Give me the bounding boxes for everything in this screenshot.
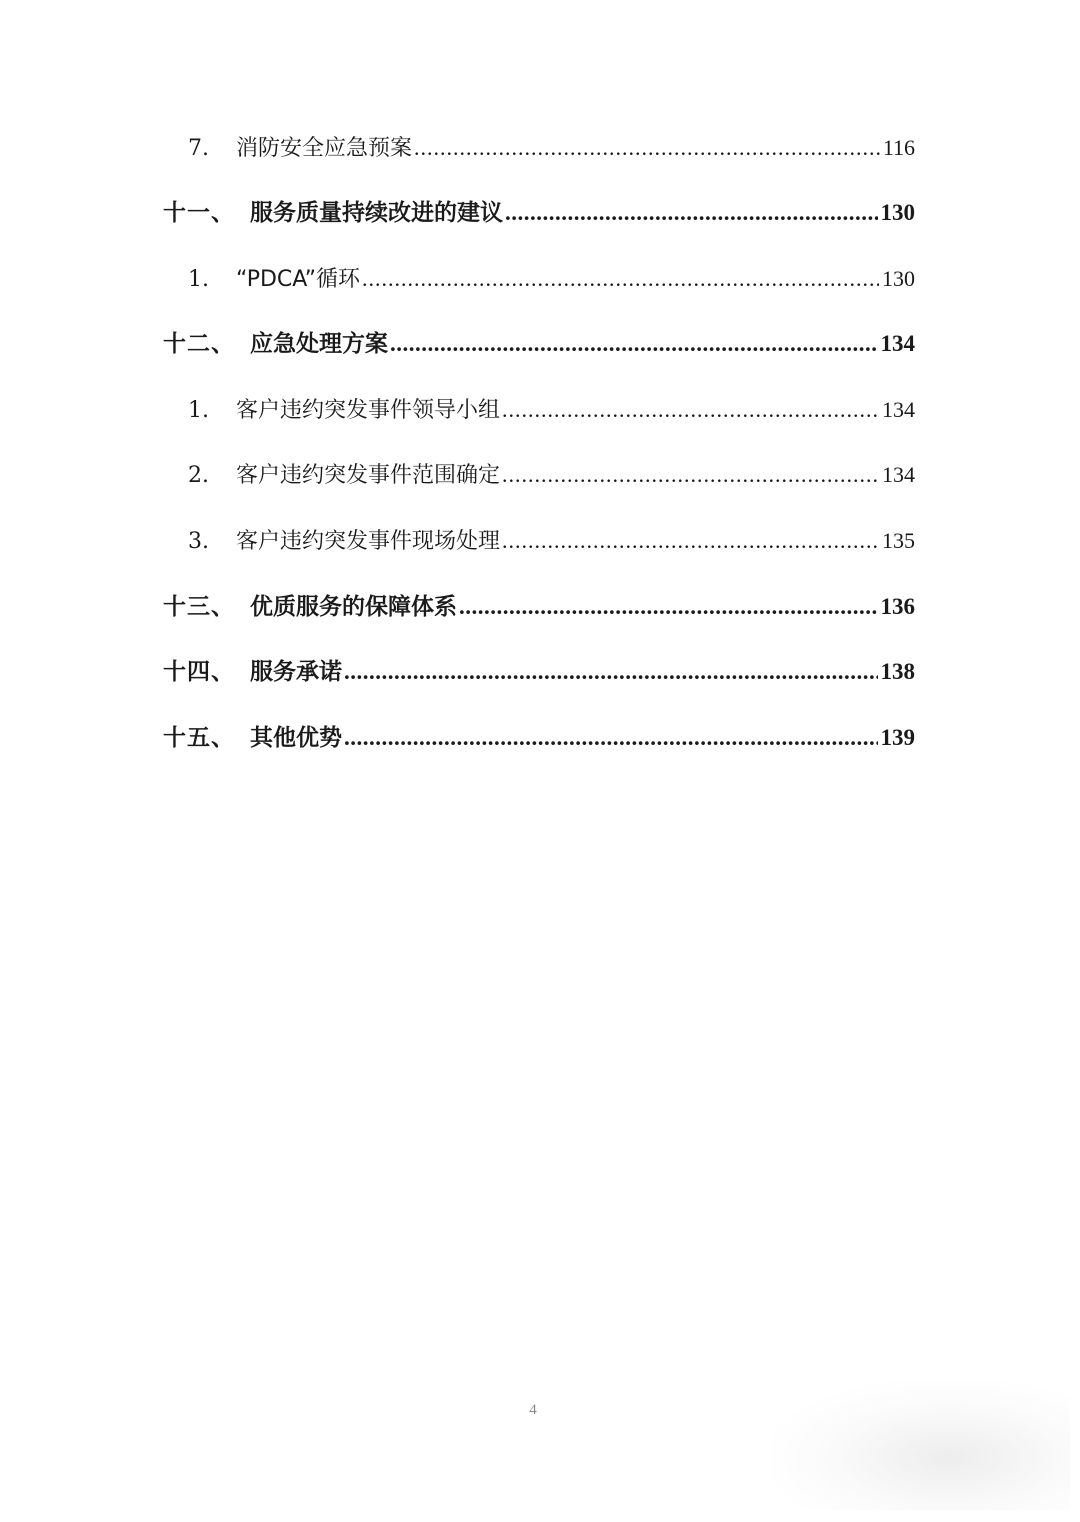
toc-entry-page: 138 [880, 659, 915, 684]
toc-entry[interactable] [188, 455, 915, 495]
toc-entry-page: 139 [880, 725, 915, 750]
toc-leader-dots [344, 652, 878, 692]
toc-entry-number: 十三、 [163, 593, 235, 620]
toc-leader-dots [344, 718, 878, 758]
toc-entry[interactable] [163, 324, 915, 364]
toc-entry-title: 客户违约突发事件现场处理 [236, 529, 501, 554]
toc-entry-page: 134 [882, 397, 915, 422]
toc-entry[interactable] [163, 718, 915, 758]
toc-entry[interactable] [163, 587, 915, 627]
toc-entry-title: 服务承诺 [250, 659, 342, 685]
toc-entry-number: 十五、 [163, 724, 235, 751]
toc-entry[interactable] [188, 259, 915, 299]
toc-entry-title: 优质服务的保障体系 [250, 594, 457, 620]
toc-entry-page: 135 [882, 528, 915, 553]
toc-entry-title: “PDCA”循环 [236, 267, 361, 292]
toc-leader-dots [459, 587, 878, 627]
toc-entry-number: 1. [188, 398, 209, 423]
toc-entry[interactable] [163, 652, 915, 692]
toc-entry-page: 136 [880, 594, 915, 619]
toc-entry-title: 客户违约突发事件领导小组 [236, 398, 501, 423]
toc-entry-title: 应急处理方案 [250, 331, 388, 357]
toc-entry-number: 3. [188, 529, 209, 554]
toc-entry[interactable] [163, 193, 915, 233]
toc-entry-number: 十一、 [163, 199, 235, 226]
toc-entry-title: 其他优势 [250, 725, 342, 751]
toc-entry-title: 消防安全应急预案 [236, 136, 413, 161]
toc-entry-page: 116 [882, 135, 915, 160]
toc-entry-page: 130 [880, 200, 915, 225]
toc-entry-title: 客户违约突发事件范围确定 [236, 463, 501, 488]
toc-entry-number: 7. [188, 136, 209, 161]
toc-entry-page: 134 [882, 462, 915, 487]
toc-entry-number: 1. [188, 267, 209, 292]
toc-entry[interactable] [188, 128, 915, 168]
toc-entry-number: 十二、 [163, 330, 235, 357]
toc-entry[interactable] [188, 390, 915, 430]
toc-entry-number: 2. [188, 463, 209, 488]
toc-leader-dots [502, 390, 879, 430]
toc-leader-dots [390, 324, 878, 364]
toc-entry-title: 服务质量持续改进的建议 [250, 200, 503, 226]
toc-entry-number: 十四、 [163, 658, 235, 685]
toc-leader-dots [414, 128, 880, 168]
toc-leader-dots [505, 193, 878, 233]
toc-entry-page: 130 [882, 266, 915, 291]
page-number: 4 [529, 1402, 537, 1418]
faded-watermark [770, 1380, 1070, 1510]
toc-leader-dots [362, 259, 879, 299]
toc-entry-page: 134 [880, 331, 915, 356]
toc-leader-dots [502, 455, 879, 495]
toc-entry[interactable] [188, 521, 915, 561]
toc-leader-dots [502, 521, 879, 561]
